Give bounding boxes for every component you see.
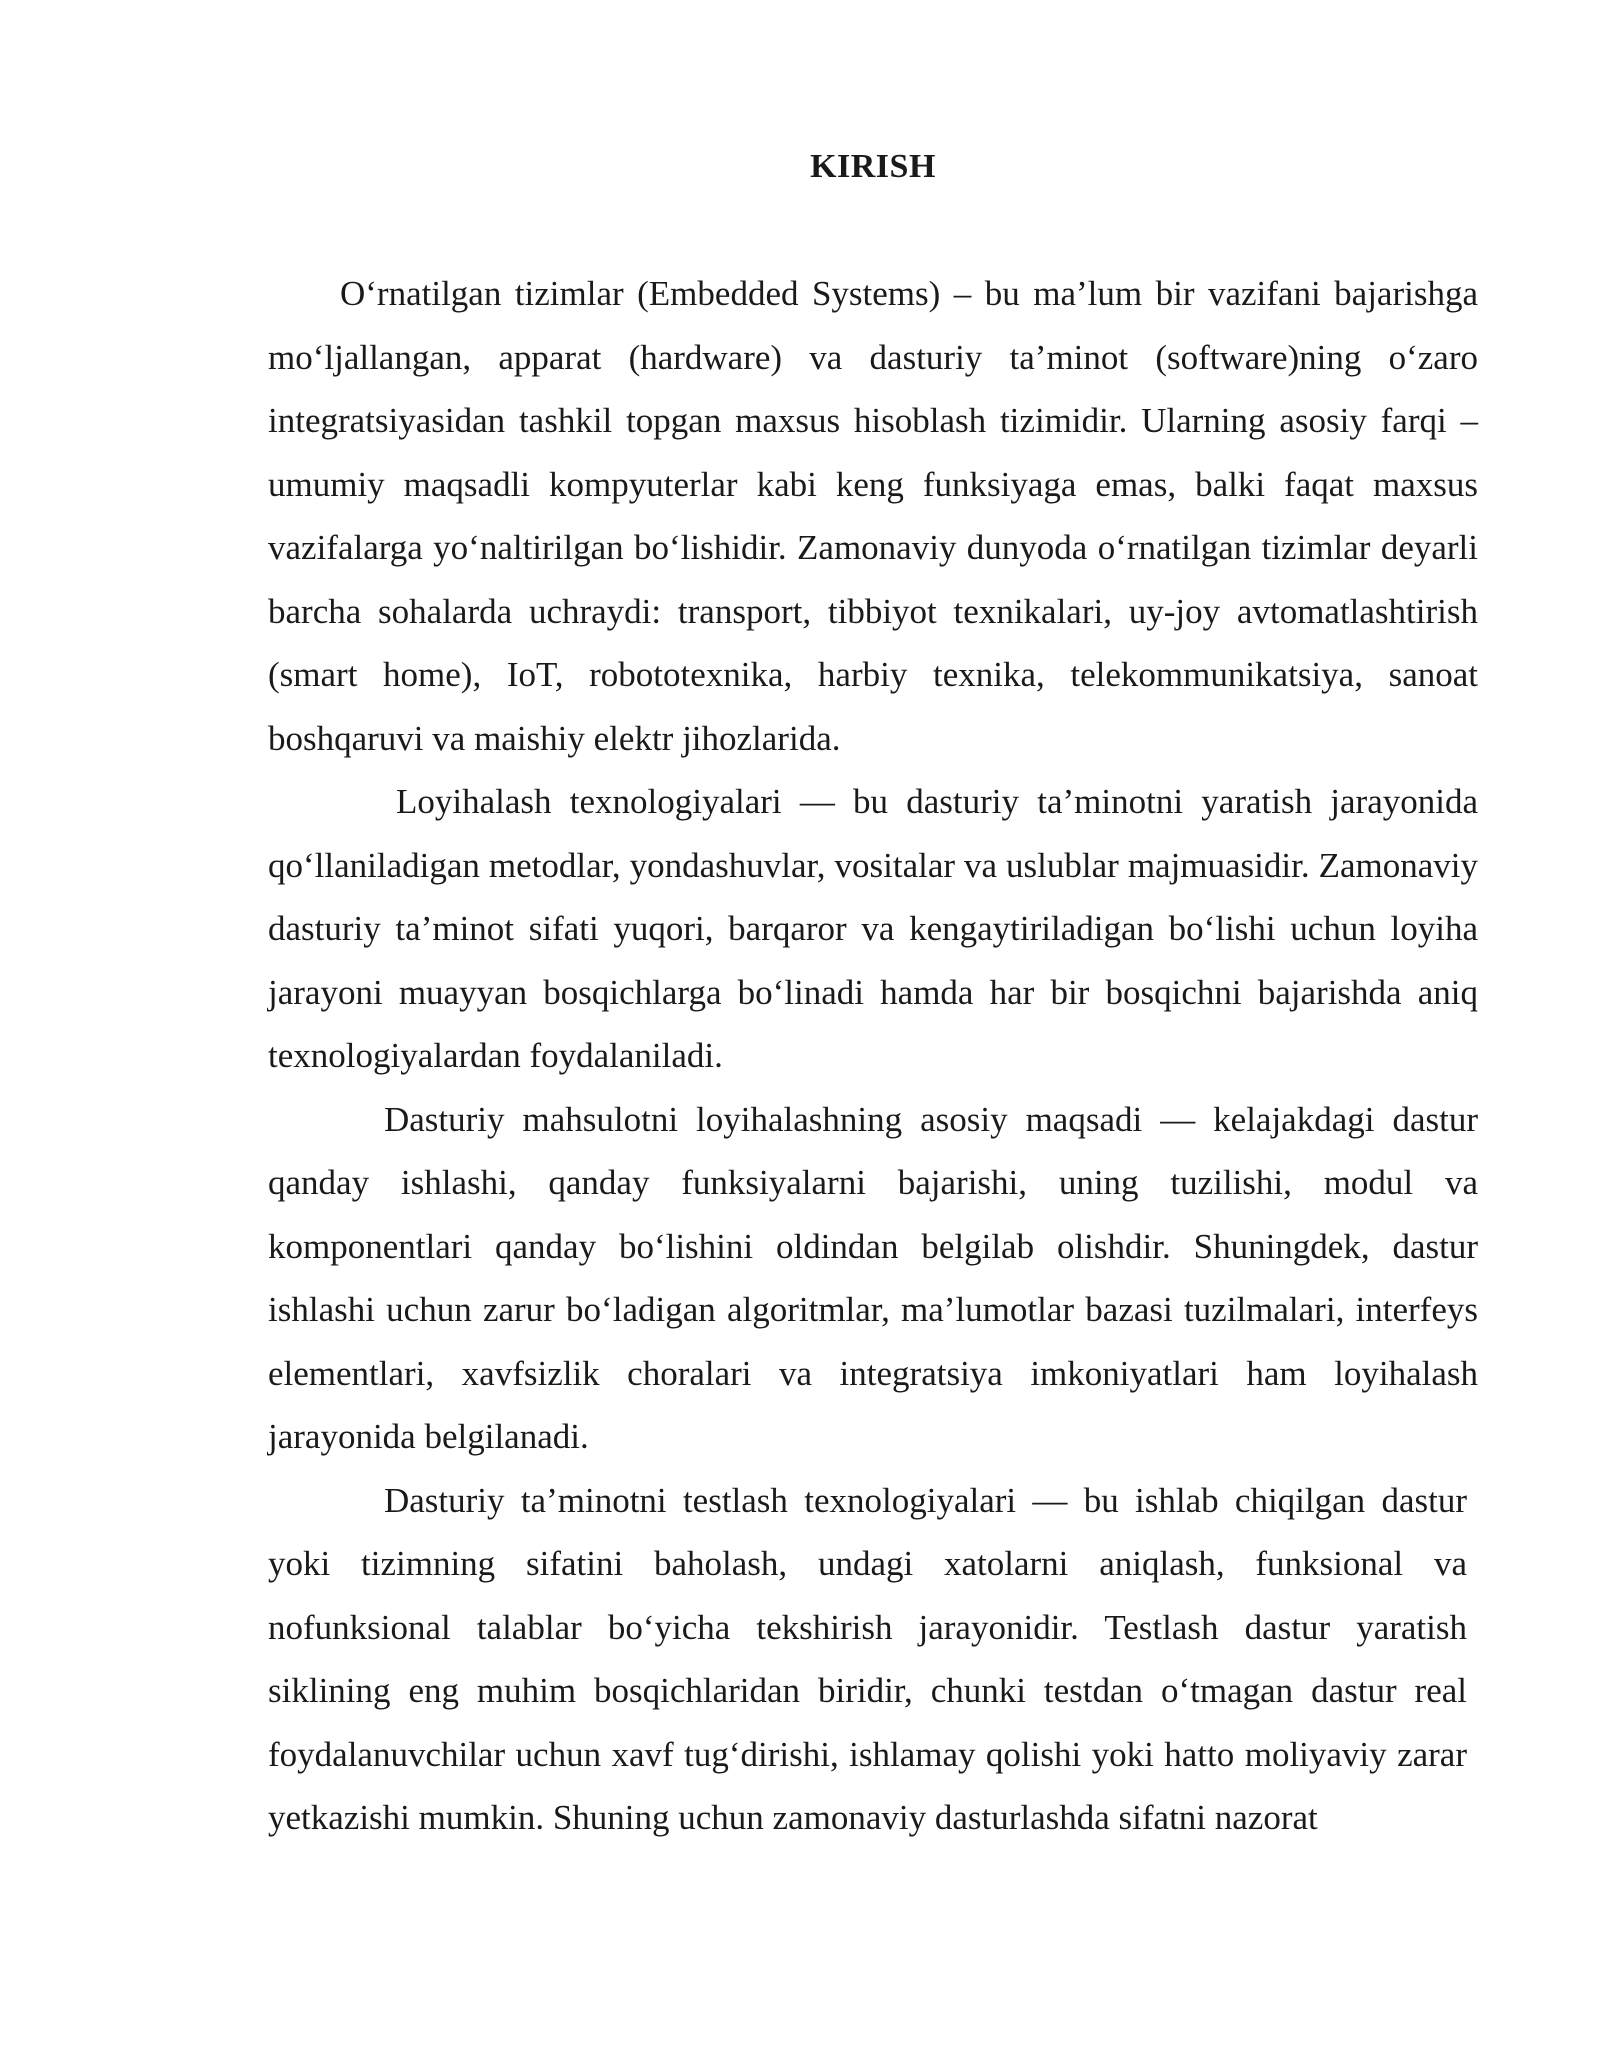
paragraph-design-technologies: Loyihalash texnologiyalari — bu dasturiy ta’minotni yaratish jarayonida qo‘llaniladigan metodlar, yondashuvlar, vositalar va uslublar majmuasidir. Zamonaviy dasturiy ta’minot sifati yuqori, barqaror va kengaytiriladigan bo‘lishi uchun loyiha jarayoni muayyan bosqichlarga bo‘linadi hamda har bir bosqichni bajarishda aniq texnologiyalardan foydalaniladi. — [268, 782, 1478, 1075]
page-title: KIRISH — [810, 148, 936, 185]
paragraph-testing-technologies: Dasturiy ta’minotni testlash texnologiyalari — bu ishlab chiqilgan dastur yoki tizimning sifatini baholash, undagi xatolarni aniqlash, funksional va nofunksional talablar bo‘yicha tekshirish jarayonidir. Testlash dastur yaratish siklining eng muhim bosqichlaridan biridir, chunki testdan o‘tmagan dastur real foydalanuvchilar uchun xavf tug‘dirishi, ishlamay qolishi yoki hatto moliyaviy zarar yetkazishi mumkin. Shuning uchun zamonaviy dasturlashda sifatni nazorat — [268, 1480, 1467, 1837]
document-body — [268, 262, 1478, 1850]
paragraph-software-design-goal: Dasturiy mahsulotni loyihalashning asosiy maqsadi — kelajakdagi dastur qanday ishlashi, qanday funksiyalarni bajarishi, uning tuzilishi, modul va komponentlari qanday bo‘lishini oldindan belgilab olishdir. Shuningdek, dastur ishlashi uchun zarur bo‘ladigan algoritmlar, ma’lumotlar bazasi tuzilmalari, interfeys elementlari, xavfsizlik choralari va integratsiya imkoniyatlari ham loyihalash jarayonida belgilanadi. — [268, 1099, 1478, 1456]
paragraph-embedded-systems: O‘rnatilgan tizimlar (Embedded Systems) – bu ma’lum bir vazifani bajarishga mo‘ljallangan, apparat (hardware) va dasturiy ta’minot (software)ning o‘zaro integratsiyasidan tashkil topgan maxsus hisoblash tizimidir. Ularning asosiy farqi – umumiy maqsadli kompyuterlar kabi keng funksiyaga emas, balki faqat maxsus vazifalarga yo‘naltirilgan bo‘lishidir. Zamonaviy dunyoda o‘rnatilgan tizimlar deyarli barcha sohalarda uchraydi: transport, tibbiyot texnikalari, uy-joy avtomatlashtirish (smart home), IoT, robototexnika, harbiy texnika, telekommunikatsiya, sanoat boshqaruvi va maishiy elektr jihozlarida. — [268, 274, 1478, 758]
